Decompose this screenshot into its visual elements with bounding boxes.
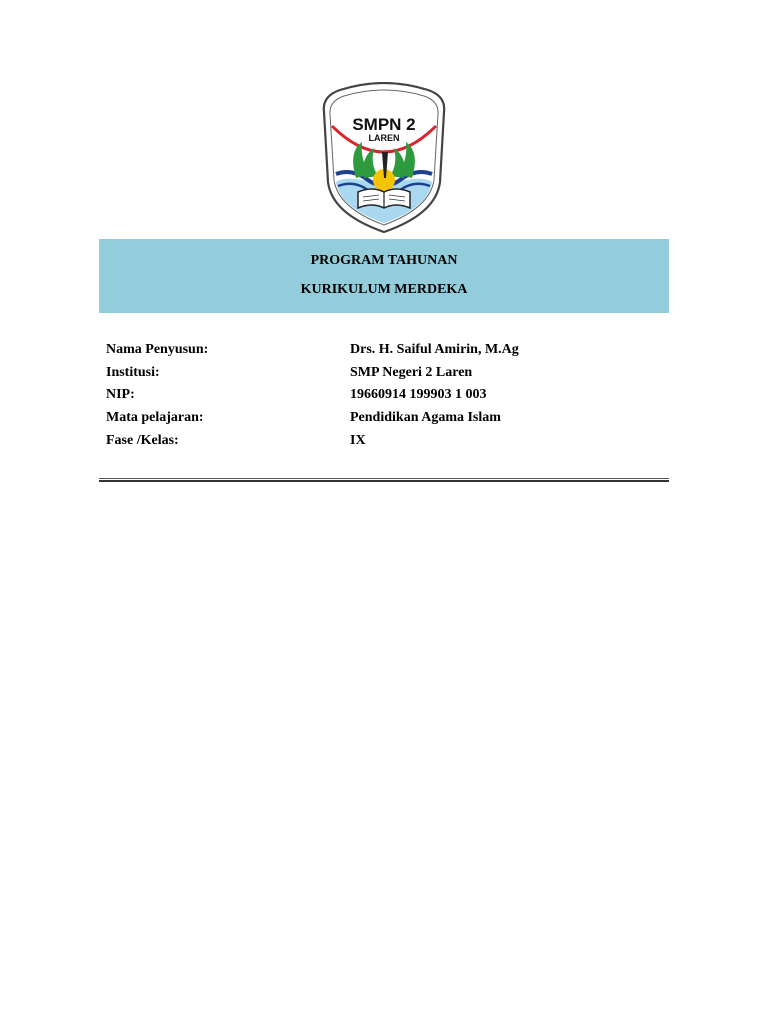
divider-line: [99, 478, 669, 479]
info-row-nip: [106, 386, 666, 409]
title-banner: [99, 239, 669, 313]
info-row-institusi: [106, 364, 666, 387]
info-label: Fase /Kelas:: [106, 432, 179, 448]
info-row-nama-penyusun: [106, 341, 666, 364]
info-value: Drs. H. Saiful Amirin, M.Ag: [350, 342, 519, 357]
info-value: Pendidikan Agama Islam: [350, 410, 501, 426]
info-label: Mata pelajaran:: [106, 410, 204, 426]
divider-line-thick: [99, 480, 669, 482]
banner-subtitle: KURIKULUM MERDEKA: [300, 282, 468, 297]
info-label: Nama Penyusun:: [106, 342, 209, 357]
logo-subtitle: LAREN: [368, 133, 400, 143]
info-row-fase-kelas: [106, 432, 666, 455]
school-emblem-icon: [318, 82, 450, 236]
info-label: NIP:: [106, 387, 135, 403]
info-value: IX: [350, 432, 366, 448]
info-table: [106, 341, 666, 454]
info-value: SMP Negeri 2 Laren: [350, 364, 473, 380]
info-row-mata-pelajaran: [106, 409, 666, 432]
info-label: Institusi:: [106, 364, 160, 380]
logo-title: SMPN 2: [352, 115, 416, 134]
school-logo: [318, 82, 450, 236]
info-value: 19660914 199903 1 003: [350, 387, 487, 403]
banner-title: PROGRAM TAHUNAN: [310, 253, 458, 268]
